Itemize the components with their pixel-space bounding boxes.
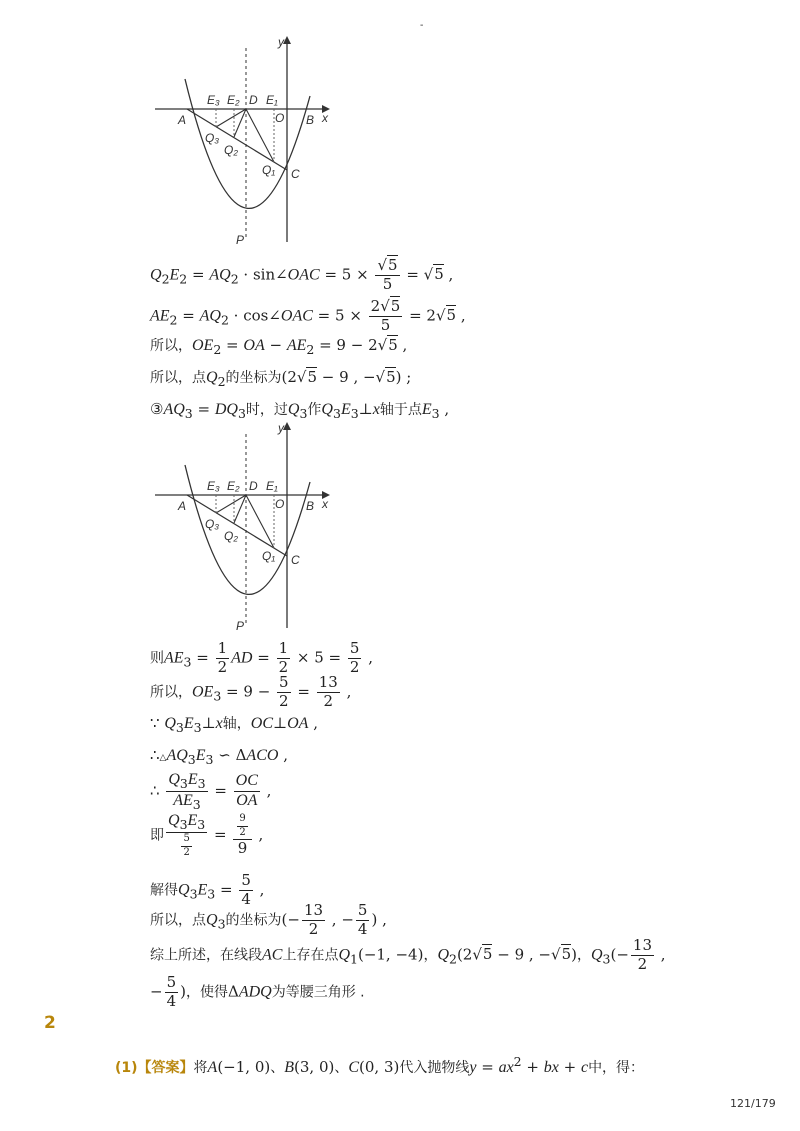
section-number: 2 [44, 1013, 56, 1033]
label-E2: E₂ [227, 93, 240, 107]
line-oe2: 所以，$OE_2$ = OA − $AE_2 = 9 - 2√5$ , [150, 336, 408, 357]
line-ae3: 则$AE_3$ = $\frac{1}{2}$ AD = $\frac{1}{2}$ × 5 = $\frac{5}{2}$ , [150, 639, 373, 676]
label-O: O [275, 111, 285, 125]
line-ratio-values: 即 $\frac{Q_3E_3}{\frac{5}{2}}$ = $\frac{\frac{9}{2}}{9}$ , [150, 812, 264, 858]
label-Q3: Q₃ [205, 131, 220, 145]
label-E3: E₃ [207, 93, 220, 107]
line-summary-1: 综上所述，在线段AC上存在点$Q_1(-1$, −4)，$Q_2(2√5 - 9$ , −√5)，$Q_3(-$ $\frac{13}{2}$ , [150, 936, 666, 973]
label-Q2: Q₂ [224, 529, 238, 543]
label-P: P [236, 619, 245, 633]
label-Q1: Q₁ [262, 549, 276, 563]
label-x: x [322, 497, 328, 511]
label-Q1: Q₁ [262, 163, 276, 177]
label-A: A [178, 499, 187, 513]
label-E1: E₁ [266, 479, 278, 493]
label-O: O [275, 497, 285, 511]
line-q2e2: $Q_2E_2 = AQ_2$ · sin∠OAC = 5 × $\frac{√5}{5}$ = √5 , [150, 256, 454, 293]
label-A: A [178, 113, 187, 127]
label-Q3: Q₃ [205, 517, 220, 531]
label-D: D [249, 93, 258, 107]
parabola-curve [185, 79, 310, 208]
y-axis-arrow-icon [283, 36, 291, 44]
segment-DQ3 [216, 109, 246, 127]
line-oe3: 所以，$OE_3 = 9$ − $\frac{5}{2}$ = $\frac{13}{2}$ , [150, 673, 352, 710]
parabola-figure-2 [150, 420, 340, 635]
label-Q2: Q₂ [224, 143, 238, 157]
label-C: C [291, 553, 300, 567]
answer-line: (1)【答案】将A(−1, 0)、B(3, 0)、C(0, 3)代入抛物线$y = ax^2$ + bx + c中，得： [115, 1054, 645, 1076]
line-ae2: $AE_2 = AQ_2$ · cos∠OAC = 5 × $\frac{2√5}{5}$ = 2√5 , [150, 297, 466, 334]
label-B: B [306, 499, 315, 513]
y-axis-arrow-icon [283, 422, 291, 430]
answer-label: (1)【答案】 [115, 1060, 194, 1076]
label-D: D [249, 479, 258, 493]
line-q2-coord: 所以，点$Q_2$的坐标为(2√5 − 9 , −√5) ; [150, 368, 412, 389]
line-summary-2: − $\frac{5}{4}$ )，使得ΔADQ为等腰三角形 . [150, 973, 365, 1010]
line-solve: 解得$Q_3E_3$ = $\frac{5}{4}$ , [150, 871, 265, 908]
page-number: 121/179 [730, 1097, 776, 1110]
label-P: P [236, 233, 245, 247]
line-because: ∵ $Q_3E_3\perp x$轴，OC⊥OA , [150, 714, 318, 735]
label-y: y [278, 35, 284, 49]
label-x: x [322, 111, 328, 125]
line-ratio: ∴ $\frac{Q_3E_3}{AE_3}$ = $\frac{OC}{OA}$ , [150, 771, 272, 813]
line-similar: $\therefore\triangle AQ_3E_3$ ∽ ΔACO , [150, 746, 288, 767]
parabola-figure-1 [150, 34, 340, 249]
label-E3: E₃ [207, 479, 220, 493]
line-q3-coord: 所以，点$Q_3$的坐标为(− $\frac{13}{2}$ , − $\frac{5}{4}$ ) , [150, 901, 387, 938]
label-C: C [291, 167, 300, 181]
line-case3: $③AQ_3 = DQ_3$时，过$Q_3$作$Q_3E_3\perp x$轴于点$E_3$ , [150, 400, 450, 421]
label-y: y [278, 421, 284, 435]
header-mark: - [420, 20, 424, 31]
label-E2: E₂ [227, 479, 240, 493]
label-B: B [306, 113, 315, 127]
label-E1: E₁ [266, 93, 278, 107]
